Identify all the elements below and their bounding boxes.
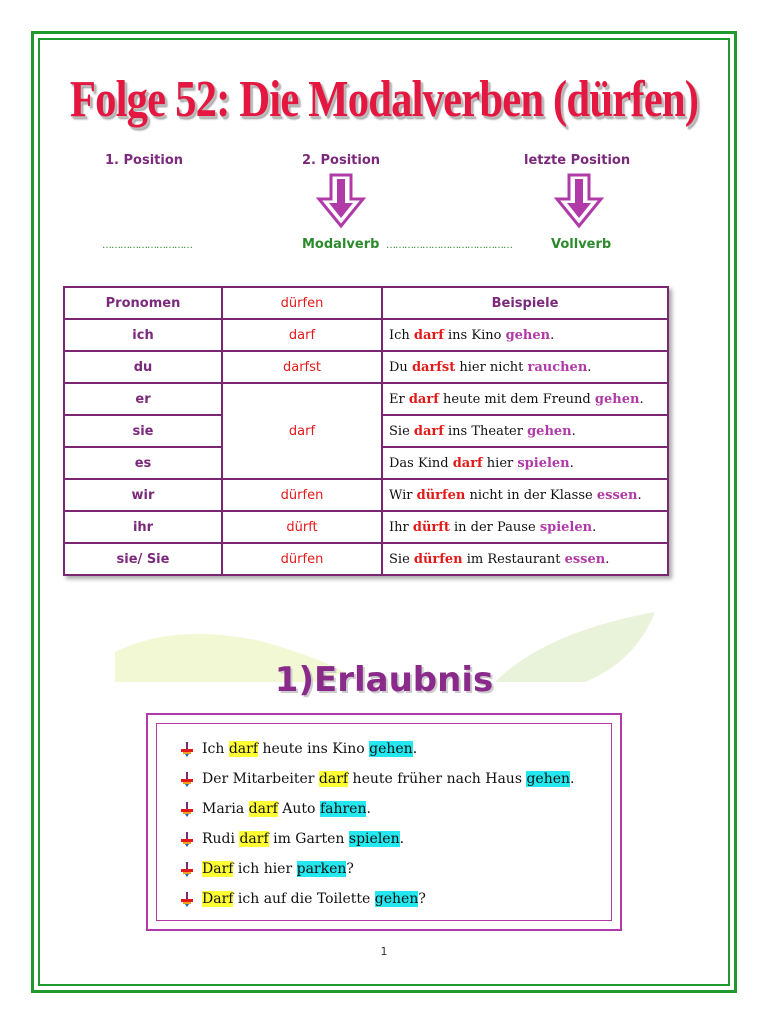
- modalverb-label: Modalverb: [302, 237, 380, 252]
- page-title: Folge 52: Die Modalverben (dürfen): [69, 71, 699, 128]
- example-cell: [382, 479, 668, 511]
- table-header-row: [64, 287, 668, 319]
- pin-bullet-icon: [180, 861, 194, 877]
- pronoun-cell: sie/ Sie: [64, 543, 222, 575]
- verb-cell: dürfen: [222, 479, 382, 511]
- main-verb-highlight: gehen: [526, 771, 571, 787]
- conjugation-table: [63, 286, 669, 576]
- sentence-text: hier nicht: [455, 359, 528, 375]
- header-pronomen: Pronomen: [64, 287, 222, 319]
- sentence-text: Das Kind: [389, 455, 453, 471]
- sentence-text: .: [399, 831, 405, 847]
- example-sentence: [202, 801, 371, 817]
- sentence-text: .: [605, 551, 610, 567]
- example-sentence: [202, 861, 354, 877]
- sentence-text: heute früher nach Haus: [348, 771, 527, 787]
- sentence-text: Ihr: [389, 519, 413, 535]
- sentence-text: ich hier: [233, 861, 297, 877]
- sentence-text: Maria: [202, 801, 249, 817]
- sentence-text: Ich: [202, 741, 229, 757]
- example-sentence: [202, 771, 574, 787]
- pin-bullet-icon: [180, 831, 194, 847]
- pin-bullet-icon: [180, 801, 194, 817]
- example-cell: [382, 319, 668, 351]
- header-duerfen: dürfen: [222, 287, 382, 319]
- section-heading: 1)Erlaubnis: [274, 660, 494, 700]
- middle-blank: ……………………………………: [386, 240, 512, 251]
- pin-bullet-icon: [180, 771, 194, 787]
- table-row: [64, 511, 668, 543]
- sentence-text: heute ins Kino: [258, 741, 370, 757]
- sentence-text: ins Theater: [443, 423, 528, 439]
- sentence-text: ?: [346, 861, 354, 877]
- main-verb-highlight: spielen: [348, 831, 400, 847]
- main-verb-highlight: fahren: [319, 801, 367, 817]
- modal-verb-highlight: darf: [318, 771, 349, 787]
- sentence-text: in der Pause: [449, 519, 540, 535]
- modal-verb: darf: [413, 423, 444, 439]
- sentence-text: Der Mitarbeiter: [202, 771, 319, 787]
- sentence-text: Wir: [389, 487, 417, 503]
- sentence-text: Ich: [389, 327, 414, 343]
- main-verb: gehen: [594, 391, 640, 407]
- sentence-text: .: [592, 519, 597, 535]
- pin-bullet-icon: [180, 741, 194, 757]
- list-item: [180, 891, 426, 907]
- modal-verb: darf: [408, 391, 439, 407]
- modal-verb: dürfen: [416, 487, 466, 503]
- pronoun-cell: sie: [64, 415, 222, 447]
- sentence-text: ?: [418, 891, 426, 907]
- modal-verb-highlight: darf: [228, 741, 259, 757]
- table-row: [64, 319, 668, 351]
- sentence-text: Sie: [389, 551, 414, 567]
- last-position-label: letzte Position: [524, 153, 631, 168]
- sentence-text: .: [550, 327, 555, 343]
- modal-verb: dürfen: [413, 551, 463, 567]
- verb-cell: darfst: [222, 351, 382, 383]
- down-arrow-icon: [316, 173, 366, 229]
- sentence-text: .: [571, 423, 576, 439]
- main-verb: rauchen: [527, 359, 588, 375]
- table-row: [64, 351, 668, 383]
- sentence-text: .: [587, 359, 592, 375]
- sentence-text: im Restaurant: [462, 551, 565, 567]
- sentence-text: Rudi: [202, 831, 240, 847]
- modal-verb-highlight: Darf: [202, 861, 234, 877]
- pronoun-cell: du: [64, 351, 222, 383]
- down-arrow-icon: [554, 173, 604, 229]
- sentence-text: .: [412, 741, 418, 757]
- header-beispiele: Beispiele: [491, 295, 559, 311]
- sentence-text: .: [637, 487, 642, 503]
- sentence-text: nicht in der Klasse: [465, 487, 597, 503]
- modal-verb: dürft: [412, 519, 450, 535]
- vollverb-label: Vollverb: [551, 237, 612, 252]
- table-row: [64, 543, 668, 575]
- list-item: [180, 771, 574, 787]
- pronoun-cell: wir: [64, 479, 222, 511]
- modal-verb: darf: [452, 455, 483, 471]
- modal-verb-highlight: darf: [239, 831, 269, 847]
- main-verb-highlight: gehen: [374, 891, 419, 907]
- main-verb-highlight: gehen: [369, 741, 413, 757]
- sentence-text: hier: [482, 455, 518, 471]
- sentence-text: .: [570, 771, 575, 787]
- example-cell: [382, 351, 668, 383]
- main-verb: spielen: [517, 455, 570, 471]
- table-row: [64, 383, 668, 415]
- main-verb-highlight: parken: [296, 861, 347, 877]
- sentence-text: heute mit dem Freund: [438, 391, 595, 407]
- sentence-text: Auto: [277, 801, 320, 817]
- first-position-label: 1. Position: [105, 153, 184, 168]
- example-sentence: [202, 891, 426, 907]
- sentence-text: .: [639, 391, 644, 407]
- sentence-text: Sie: [389, 423, 414, 439]
- sentence-text: im Garten: [268, 831, 349, 847]
- list-item: [180, 861, 354, 877]
- pronoun-cell: er: [64, 383, 222, 415]
- example-sentence: [202, 741, 417, 757]
- modal-verb: darf: [413, 327, 444, 343]
- sentence-text: .: [366, 801, 371, 817]
- main-verb: spielen: [539, 519, 593, 535]
- example-cell: [382, 447, 668, 479]
- example-cell: [382, 543, 668, 575]
- sentence-text: Er: [389, 391, 409, 407]
- verb-cell: dürft: [222, 511, 382, 543]
- sentence-text: ins Kino: [443, 327, 506, 343]
- list-item: [180, 831, 404, 847]
- pronoun-cell: ich: [64, 319, 222, 351]
- list-item: [180, 741, 417, 757]
- modal-verb-highlight: darf: [248, 801, 278, 817]
- main-verb: gehen: [505, 327, 551, 343]
- first-position-blank: …………………………: [102, 240, 192, 251]
- page-number: 1: [380, 945, 388, 958]
- example-cell: [382, 415, 668, 447]
- main-verb: gehen: [527, 423, 572, 439]
- verb-cell-merged: darf: [222, 383, 382, 479]
- example-sentence: [202, 831, 404, 847]
- verb-cell: dürfen: [222, 543, 382, 575]
- second-position-label: 2. Position: [302, 153, 381, 168]
- list-item: [180, 801, 371, 817]
- main-verb: essen: [564, 551, 606, 567]
- sentence-text: Du: [389, 359, 412, 375]
- pin-bullet-icon: [180, 891, 194, 907]
- example-cell: [382, 511, 668, 543]
- sentence-text: ich auf die Toilette: [233, 891, 375, 907]
- pronoun-cell: es: [64, 447, 222, 479]
- sentence-text: .: [569, 455, 574, 471]
- modal-verb: darfst: [411, 359, 456, 375]
- main-verb: essen: [596, 487, 638, 503]
- example-cell: [382, 383, 668, 415]
- verb-cell: darf: [222, 319, 382, 351]
- pronoun-cell: ihr: [64, 511, 222, 543]
- modal-verb-highlight: Darf: [202, 891, 234, 907]
- table-row: [64, 479, 668, 511]
